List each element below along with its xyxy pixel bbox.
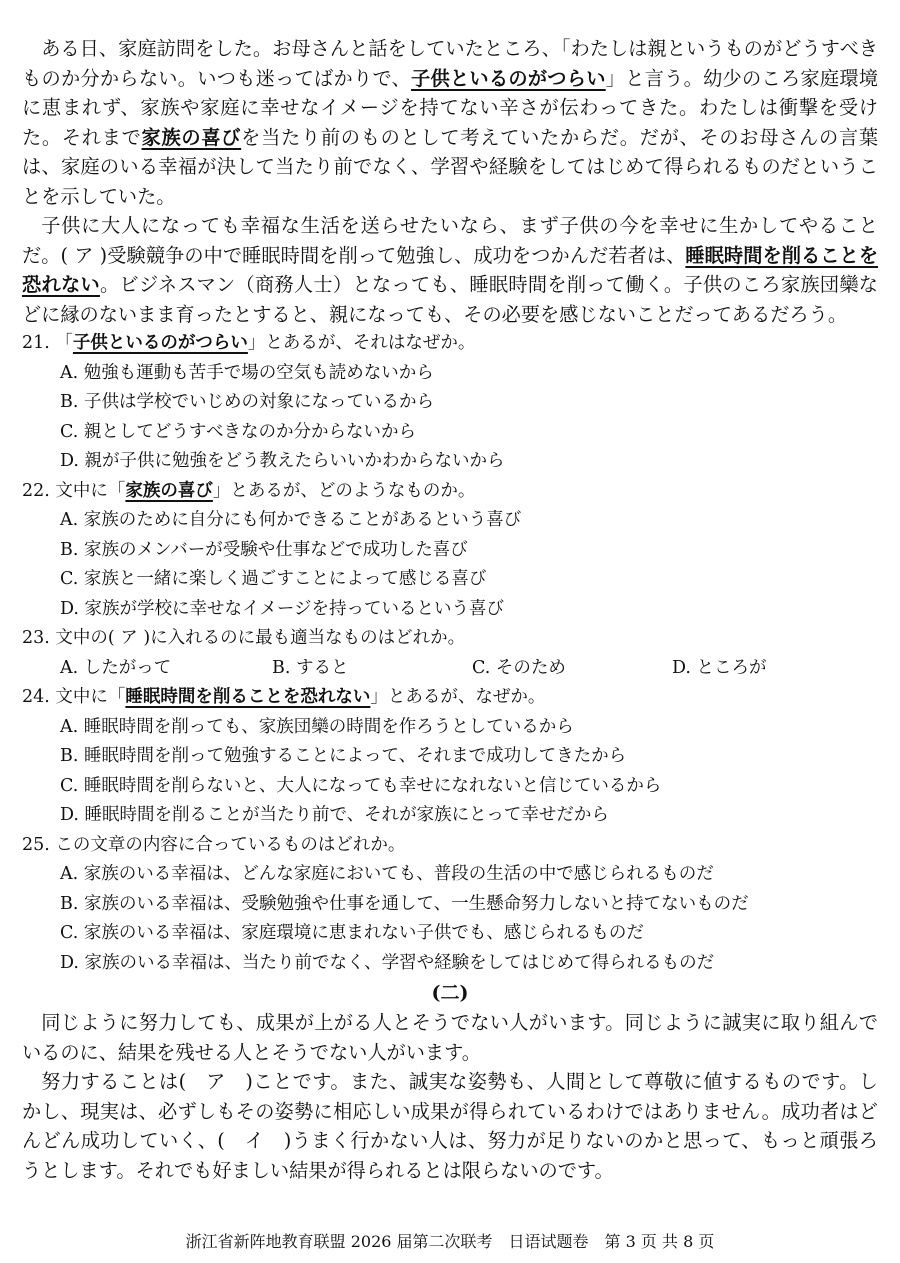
question-23-option-b: B. すると <box>272 657 349 678</box>
text-segment: 」とあるが、それはなぜか。 <box>247 333 476 353</box>
question-24-stem <box>22 683 878 713</box>
text-segment: 21. 「 <box>22 333 73 353</box>
passage1-paragraph2 <box>22 211 878 329</box>
question-21-option-b: B. 子供は学校でいじめの対象になっているから <box>60 392 434 412</box>
question-25 <box>22 831 878 979</box>
text-segment: 24. 文中に「 <box>22 687 126 707</box>
exam-page <box>22 34 878 1185</box>
underlined-phrase: 睡眠時間を削ることを恐れない <box>125 687 371 707</box>
question-25-option-b: B. 家族のいる幸福は、受験勉強や仕事を通して、一生懸命努力しないと持てないものだ <box>60 893 749 914</box>
question-23-options <box>60 654 878 684</box>
text-segment: 25. この文章の内容に合っているものはどれか。 <box>22 834 406 855</box>
question-25-stem <box>22 831 878 861</box>
text-segment: 23. 文中の( ア )に入れるのに最も適当なものはどれか。 <box>22 628 466 648</box>
question-22-option-c: C. 家族と一緒に楽しく過ごすことによって感じる喜び <box>60 569 487 589</box>
question-21 <box>22 329 878 477</box>
question-24 <box>22 683 878 831</box>
question-24-option-d: D. 睡眠時間を削ることが当たり前で、それが家族にとって幸せだから <box>60 805 609 825</box>
underlined-phrase: 家族の喜び <box>125 480 213 501</box>
underlined-phrase: 子供といるのがつらい <box>411 66 606 90</box>
question-22-option-a: A. 家族のために自分にも何かできることがあるという喜び <box>60 510 522 530</box>
text-segment: 子供に大人になっても幸福な生活を送らせたいなら、まず子供の今を幸せに生かしてやることだ。( ア )受験競争の中で睡眠時間を削って勉強し、成功をつかんだ若者は、 <box>22 214 878 267</box>
question-25-option-a: A. 家族のいる幸福は、どんな家庭においても、普段の生活の中で感じられるものだ <box>60 864 714 884</box>
page-footer: 浙江省新阵地教育联盟 2026 届第二次联考 日语试题卷 第 3 页 共 8 页 <box>185 1232 715 1251</box>
text-segment: 」とあるが、どのようなものか。 <box>212 480 476 501</box>
text-segment: 」とあるが、なぜか。 <box>370 687 546 707</box>
question-23-option-d: D. ところが <box>672 657 767 678</box>
text-segment: 」と言う。幼少のころ家庭環境に恵まれず、家族や家庭に幸せなイメージを持てない辛さが伝わってきた。わたしは衝撃を受けた。それまで <box>22 66 879 149</box>
question-21-option-a: A. 勉強も運動も苦手で場の空気も読めないから <box>60 362 434 383</box>
question-21-option-c: C. 親としてどうすべきなのか分からないから <box>60 421 417 442</box>
question-25-option-d: D. 家族のいる幸福は、当たり前でなく、学習や経験をしてはじめて得られるものだ <box>60 952 715 973</box>
text-segment: 22. 文中に「 <box>22 480 126 501</box>
question-22-stem <box>22 477 878 507</box>
question-21-stem <box>22 329 878 359</box>
passage1-paragraph1 <box>22 34 878 211</box>
question-24-option-c: C. 睡眠時間を削らないと、大人になっても幸せになれないと信じているから <box>60 775 662 796</box>
question-24-option-a: A. 睡眠時間を削っても、家族団欒の時間を作ろうとしているから <box>60 716 574 737</box>
question-21-option-d: D. 親が子供に勉強をどう教えたらいいかわからないから <box>60 451 505 471</box>
text-segment: を当たり前のものとして考えていたからだ。だが、そのお母さんの言葉は、家庭のいる幸福が決して当たり前でなく、学習や経験をしてはじめて得られるものだということを示していた。 <box>22 125 879 208</box>
section-2-heading: (二) <box>431 982 469 1004</box>
question-22-option-d: D. 家族が学校に幸せなイメージを持っているという喜び <box>60 598 505 619</box>
question-23-stem <box>22 624 878 654</box>
question-23-option-c: C. そのため <box>472 657 566 678</box>
question-22-option-b: B. 家族のメンバーが受験や仕事などで成功した喜び <box>60 539 468 560</box>
question-25-option-c: C. 家族のいる幸福は、家庭環境に恵まれない子供でも、感じられるものだ <box>60 923 644 943</box>
passage2-paragraph2: 努力することは( ア )ことです。また、誠実な姿勢も、人間として尊敬に値するものです。しかし、現実は、必ずしもその姿勢に相応しい成果が得られているわけではありません。成功者はどんどん成功していく、( イ )うまく行かない人は、努力が足りないのかと思って、もっと頑張ろうとします。それでも好ましい結果が得られるとは限らないのです。 <box>22 1070 878 1182</box>
question-23 <box>22 624 878 683</box>
text-segment: ある日、家庭訪問をした。お母さんと話をしていたところ、「わたしは親というものがどうすべきものか分からない。いつも迷ってばかりで、 <box>22 37 878 90</box>
question-24-option-b: B. 睡眠時間を削って勉強することによって、それまで成功してきたから <box>60 746 627 766</box>
text-segment: 。ビジネスマン（商務人士）となっても、睡眠時間を削って働く。子供のころ家族団欒などに縁のないまま育ったとすると、親になっても、その必要を感じないことだってあるだろう。 <box>22 273 878 326</box>
question-23-option-a: A. したがって <box>60 657 172 678</box>
question-22 <box>22 477 878 625</box>
underlined-phrase: 家族の喜び <box>141 125 242 149</box>
underlined-phrase: 子供といるのがつらい <box>72 333 248 353</box>
underlined-phrase: 睡眠時間を削ることを恐れない <box>22 243 879 296</box>
passage2-paragraph1: 同じように努力しても、成果が上がる人とそうでない人がいます。同じように誠実に取り組んでいるのに、結果を残せる人とそうでない人がいます。 <box>22 1011 878 1064</box>
